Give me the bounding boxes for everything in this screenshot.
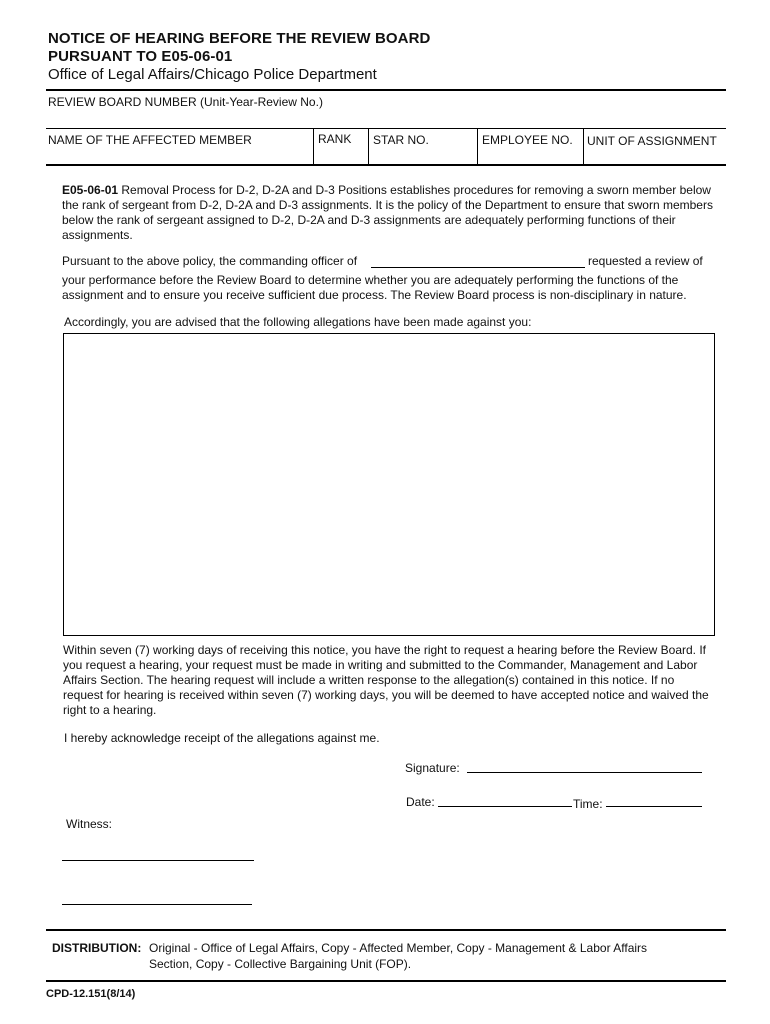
date-label: Date: [406,795,435,809]
form-number: CPD-12.151(8/14) [46,988,136,1000]
review-board-number-field[interactable] [46,128,726,129]
distribution-bottom-rule [46,980,726,982]
col-employee-label: EMPLOYEE NO. [482,133,573,147]
col-divider [368,129,369,164]
distribution-line1: Original - Office of Legal Affairs, Copy - Affected Member, Copy - Management & Labor Affairs [149,941,648,955]
pursuant-text-before: Pursuant to the above policy, the commanding officer of [62,254,358,268]
col-divider [583,129,584,164]
accordingly-text: Accordingly, you are advised that the following allegations have been made against you: [64,315,532,329]
col-divider [313,129,314,164]
directive-number: E05-06-01 [62,183,119,197]
allegations-textarea[interactable] [63,333,715,636]
col-unit-label: UNIT OF ASSIGNMENT [587,134,717,148]
time-field[interactable] [606,792,702,807]
hearing-rights-paragraph: Within seven (7) working days of receiving this notice, you have the right to request a hearing before the Review Board. If you request a hearing, your request must be made in writing and submitted to the Commander, Management and Labor Affairs Section. The hearing request will include a written response to the allegation(s) contained in this notice. If no request for hearing is received within seven (7) working days, you will be deemed to have accepted notice and waived the right to a hearing. [63,643,709,717]
col-divider [477,129,478,164]
review-board-number-label: REVIEW BOARD NUMBER (Unit-Year-Review No.) [48,95,323,109]
distribution-top-rule [46,929,726,931]
pursuant-text-rest: your performance before the Review Board to determine whether you are adequately performing the functions of the assignment and to ensure you receive sufficient due process. The Review Board process is non-disciplinary in nature. [62,273,687,302]
form-title-line1: NOTICE OF HEARING BEFORE THE REVIEW BOARD [48,30,431,47]
commanding-officer-field[interactable] [371,253,585,268]
intro-text: Removal Process for D-2, D-2A and D-3 Positions establishes procedures for removing a sworn member below the rank of sergeant from D-2, D-2A and D-3 assignments. It is the policy of the Department to ensure that sworn members below the rank of sergeant assigned to D-2, D-2A and D-3 assignments are adequately performing functions of their assignments. [62,183,713,242]
col-star-label: STAR NO. [373,133,429,147]
witness-field-2[interactable] [62,890,252,905]
acknowledge-text: I hereby acknowledge receipt of the allegations against me. [64,731,380,745]
member-info-bottom-rule [46,164,726,166]
distribution-label: DISTRIBUTION: [52,941,142,955]
col-name-label: NAME OF THE AFFECTED MEMBER [48,133,252,147]
form-title-line2: PURSUANT TO E05-06-01 [48,48,233,65]
date-field[interactable] [438,792,572,807]
signature-label: Signature: [405,761,460,775]
time-label: Time: [573,797,603,811]
pursuant-text-after: requested a review of [588,254,703,268]
distribution-line2: Section, Copy - Collective Bargaining Unit (FOP). [149,957,412,971]
witness-label: Witness: [66,817,113,831]
form-subtitle: Office of Legal Affairs/Chicago Police Department [48,66,377,83]
col-rank-label: RANK [318,132,352,146]
header-divider [46,89,726,91]
signature-field[interactable] [467,758,702,773]
witness-field-1[interactable] [62,846,254,861]
intro-paragraph [62,183,722,243]
